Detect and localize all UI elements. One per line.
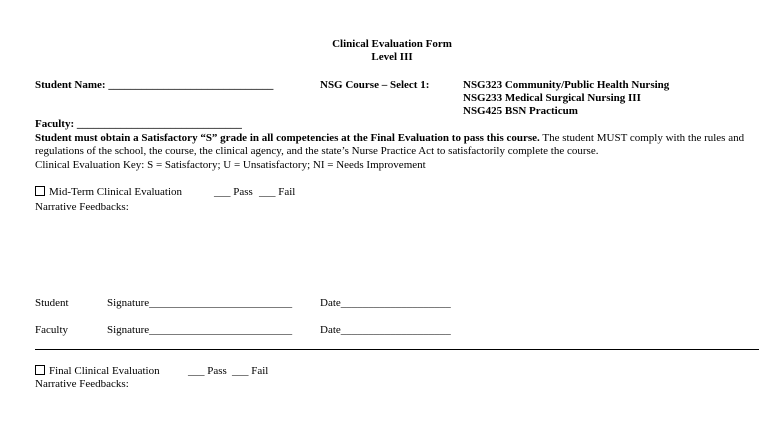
midterm-pass[interactable]: ___ Pass <box>214 186 253 198</box>
student-signature-role: Student <box>35 297 69 309</box>
course-option[interactable]: NSG425 BSN Practicum <box>463 105 578 117</box>
final-pass[interactable]: ___ Pass <box>188 365 227 377</box>
requirement-paragraph <box>35 132 750 158</box>
evaluation-key: Clinical Evaluation Key: S = Satisfactory; U = Unsatisfactory; NI = Needs Improvement <box>35 159 426 171</box>
course-select-label: NSG Course – Select 1: <box>320 79 430 91</box>
midterm-evaluation <box>35 186 182 199</box>
final-label: Final Clinical Evaluation <box>49 365 160 377</box>
final-evaluation <box>35 365 160 378</box>
faculty-field[interactable]: Faculty: ______________________________ <box>35 118 242 130</box>
course-option[interactable]: NSG233 Medical Surgical Nursing III <box>463 92 641 104</box>
student-name-field[interactable]: Student Name: ______________________________ <box>35 79 274 91</box>
midterm-narrative-label: Narrative Feedbacks: <box>35 201 129 213</box>
final-checkbox[interactable] <box>35 365 45 375</box>
section-divider <box>35 349 759 350</box>
faculty-signature-role: Faculty <box>35 324 68 336</box>
midterm-label: Mid-Term Clinical Evaluation <box>49 186 183 198</box>
student-date-line[interactable]: Date____________________ <box>320 297 451 309</box>
final-narrative-label: Narrative Feedbacks: <box>35 378 129 390</box>
student-signature-line[interactable]: Signature__________________________ <box>107 297 293 309</box>
requirement-bold: Student must obtain a Satisfactory “S” grade in all competencies at the Final Evaluation to pass this course. <box>35 132 540 144</box>
faculty-signature-line[interactable]: Signature__________________________ <box>107 324 293 336</box>
midterm-checkbox[interactable] <box>35 186 45 196</box>
final-fail[interactable]: ___ Fail <box>232 365 269 377</box>
midterm-fail[interactable]: ___ Fail <box>259 186 296 198</box>
faculty-date-line[interactable]: Date____________________ <box>320 324 451 336</box>
form-title: Clinical Evaluation Form <box>332 38 452 50</box>
course-option[interactable]: NSG323 Community/Public Health Nursing <box>463 79 670 91</box>
requirement-text: The student MUST comply with the rules and regulations of the school, the course, the clinical agency, and the state’s Nurse Practice Act to satisfactorily complete the course. <box>35 132 745 157</box>
form-level: Level III <box>371 51 413 63</box>
